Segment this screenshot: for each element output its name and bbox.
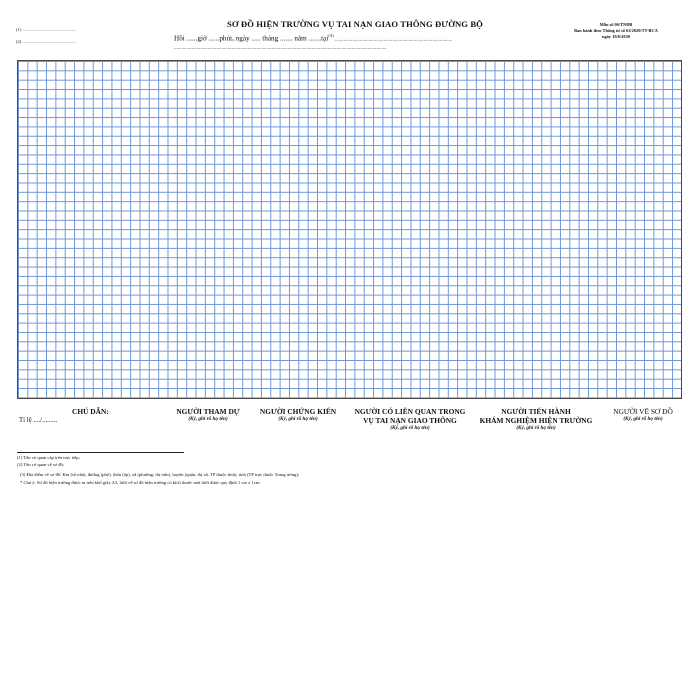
- scale-line: Tỉ lệ ..../.........: [19, 417, 58, 424]
- related-note: (Ký, ghi rõ họ tên): [390, 425, 430, 431]
- page-title: SƠ ĐỒ HIỆN TRƯỜNG VỤ TAI NẠN GIAO THÔNG ĐƯỜNG BỘ: [227, 19, 483, 29]
- participant-block: [162, 407, 254, 422]
- time-place-dots: ..............................................................................................: [333, 37, 453, 43]
- issued-by: Ban hành theo Thông tư số 63/2020/TT-BCA: [574, 28, 658, 33]
- time-place-footnote-ref: (3): [328, 33, 334, 38]
- form-number: Mẫu số 06/TNĐB: [599, 22, 633, 27]
- drawer-block: [604, 407, 682, 422]
- agency-superior-line: (1) ...............................................: [16, 27, 77, 32]
- footnote-1: (1) Tên cơ quan cấp trên trực tiếp;: [17, 455, 80, 460]
- related-person-block: [346, 407, 474, 432]
- time-place-line: [174, 33, 452, 42]
- dotted-fill-line: ..........................................................................................................................................................................: [174, 46, 387, 51]
- witness-note: (Ký, ghi rõ họ tên): [278, 416, 318, 422]
- drawer-title: NGƯỜI VẼ SƠ ĐỒ: [613, 407, 673, 416]
- agency-drawing-line: (2) ...............................................: [16, 39, 77, 44]
- footnote-3: (3) Địa điểm vẽ sơ đồ: Km (số nhà), đường (phố), thôn (ấp), xã (phường, thị trấn), huyện (quận, thị xã, TP thuộc tỉnh), tỉnh (TP trực thuộc Trung ương);: [20, 472, 300, 477]
- related-title-line2: VỤ TAI NẠN GIAO THÔNG: [363, 416, 457, 425]
- drawer-note: (Ký, ghi rõ họ tên): [623, 416, 663, 422]
- inspector-title-line1: NGƯỜI TIẾN HÀNH: [501, 407, 571, 416]
- footnote-note: * Chú ý: Sơ đồ hiện trường được in trên khổ giấy A3, lưới vẽ sơ đồ hiện trường có kích thước mắt lưới được quy định 1 cm x 1cm.: [20, 480, 261, 485]
- inspector-title-line2: KHÁM NGHIỆM HIỆN TRƯỜNG: [479, 416, 593, 425]
- time-place-text: Hồi ......giờ ......phút, ngày ..... tháng ....... năm .......tại: [174, 34, 329, 43]
- footnote-separator: [17, 452, 184, 453]
- issued-date: ngày 19/6/2020: [602, 34, 630, 39]
- witness-title: NGƯỜI CHỨNG KIẾN: [259, 407, 337, 416]
- inspector-block: [474, 407, 598, 432]
- related-title-line1: NGƯỜI CÓ LIÊN QUAN TRONG: [354, 407, 466, 416]
- witness-block: [252, 407, 344, 422]
- legend-title: CHÚ DẪN:: [72, 407, 109, 416]
- participant-title: NGƯỜI THAM DỰ: [176, 407, 240, 416]
- inspector-note: (Ký, ghi rõ họ tên): [516, 425, 556, 431]
- form-info: [566, 22, 666, 40]
- sketch-grid[interactable]: [17, 60, 682, 399]
- footnote-2: (2) Tên cơ quan vẽ sơ đồ;: [17, 462, 65, 467]
- participant-note: (Ký, ghi rõ họ tên): [188, 416, 228, 422]
